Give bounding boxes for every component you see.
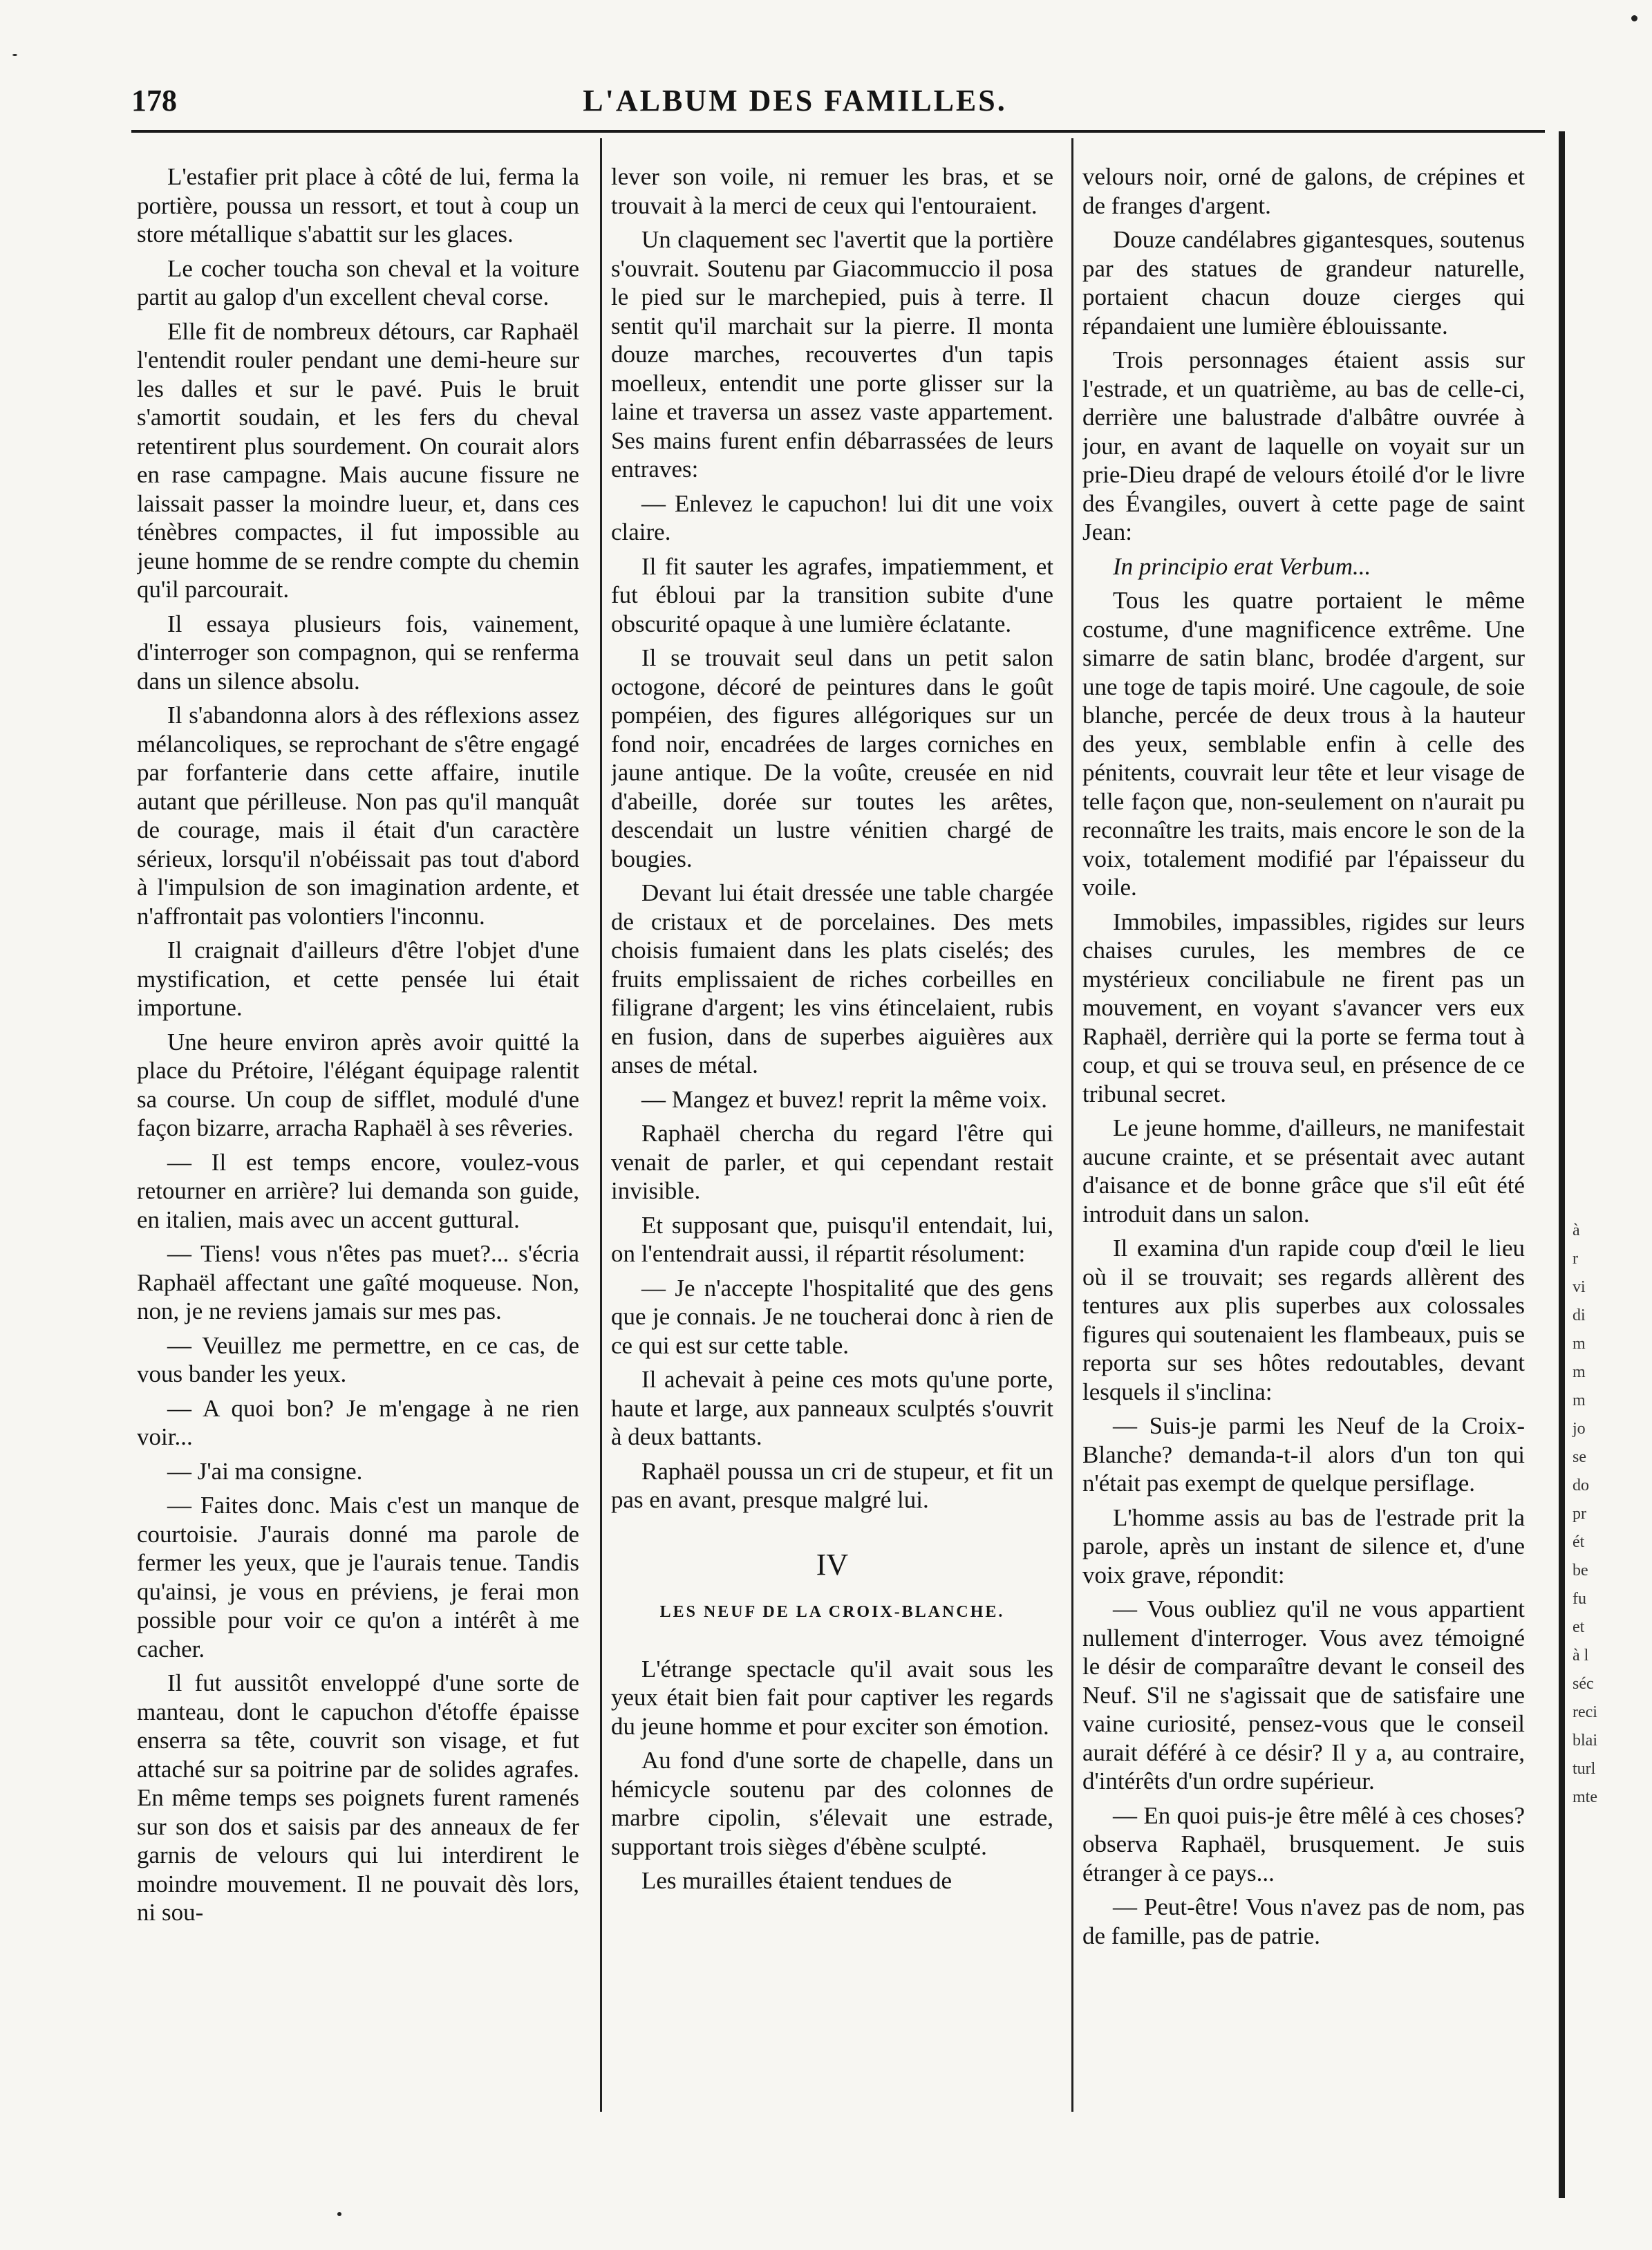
margin-fragment: m xyxy=(1573,1363,1586,1381)
chapter-title: LES NEUF DE LA CROIX-BLANCHE. xyxy=(659,1603,1005,1621)
paragraph: Il fut aussitôt enveloppé d'une sorte de manteau, dont le capuchon d'étoffe épaisse enserra sa tête, couvrit son visage, et fut attaché sur sa poitrine par de solides agrafes. En même temps ses poignets furent ramenés sur son dos et saisis par des anneaux de fer garnis de velours qui lui interdirent le moindre mouvement. Il ne pouvait dès lors, ni sou- xyxy=(137,1669,579,1926)
paragraph: Il fit sauter les agrafes, impatiemment, et fut ébloui par la transition subite d'une obscurité opaque à une lumière éclatante. xyxy=(611,552,1053,637)
paragraph: — A quoi bon? Je m'engage à ne rien voir... xyxy=(137,1394,579,1450)
margin-fragment: di xyxy=(1573,1306,1586,1324)
margin-fragment: jo xyxy=(1573,1420,1586,1438)
header-rule xyxy=(131,130,1545,133)
column-divider xyxy=(1071,138,1073,2112)
paragraph: L'étrange spectacle qu'il avait sous les yeux était bien fait pour captiver les regards du jeune homme et pour exciter son émotion. xyxy=(611,1655,1053,1740)
paragraph: — Faites donc. Mais c'est un manque de courtoisie. J'aurais donné ma parole de fermer les yeux, que je l'aurais tenue. Tandis qu'ainsi, je vous en préviens, je ferai mon possible pour voir ce qu'on a intérêt à me cacher. xyxy=(137,1492,579,1662)
margin-fragment: séc xyxy=(1573,1675,1594,1693)
column-divider xyxy=(600,138,602,2112)
ink-speck xyxy=(12,54,17,56)
paragraph: Il achevait à peine ces mots qu'une porte, haute et large, aux panneaux sculptés s'ouvrit à deux battants. xyxy=(611,1366,1053,1450)
margin-fragment: turl xyxy=(1573,1760,1596,1778)
paragraph: — Il est temps encore, voulez-vous retourner en arrière? lui demanda son guide, en italien, mais avec un accent guttural. xyxy=(137,1148,579,1233)
paragraph: — Veuillez me permettre, en ce cas, de vous bander les yeux. xyxy=(137,1331,579,1387)
paragraph: Trois personnages étaient assis sur l'estrade, et un quatrième, au bas de celle-ci, derrière une balustrade d'albâtre ouvrée à jour, en avant de laquelle on voyait sur un prie-Dieu drapé de velours étoilé d'or le livre des Évangiles, ouvert à cette page de saint Jean: xyxy=(1082,346,1525,545)
margin-fragment: reci xyxy=(1573,1703,1597,1721)
running-title: L'ALBUM DES FAMILLES. xyxy=(583,84,1007,118)
paragraph: Raphaël chercha du regard l'être qui venait de parler, et qui cependant restait invisible. xyxy=(611,1120,1053,1204)
margin-fragment: r xyxy=(1573,1250,1578,1268)
margin-fragment: et xyxy=(1573,1618,1585,1636)
paragraph: lever son voile, ni remuer les bras, et se trouvait à la merci de ceux qui l'entouraient. xyxy=(611,163,1053,219)
paragraph: — Enlevez le capuchon! lui dit une voix claire. xyxy=(611,489,1053,545)
paragraph: Elle fit de nombreux détours, car Raphaël l'entendit rouler pendant une demi-heure sur les dalles et sur le pavé. Puis le bruit s'amortit soudain, et les fers du cheval retentirent plus sourdement. On courait alors en rase campagne. Mais aucune fissure ne laissait passer la moindre lueur, et, dans ces ténèbres compactes, il fut impossible au jeune homme de se rendre compte du chemin qu'il parcourait. xyxy=(137,317,579,603)
paragraph: Il essaya plusieurs fois, vainement, d'interroger son compagnon, qui se renferma dans un silence absolu. xyxy=(137,610,579,695)
paragraph: Une heure environ après avoir quitté la place du Prétoire, l'élégant équipage ralentit sa course. Un coup de sifflet, modulé d'une façon bizarre, arracha Raphaël à ses rêveries. xyxy=(137,1028,579,1141)
margin-fragment: mte xyxy=(1573,1788,1597,1806)
margin-fragment: m xyxy=(1573,1335,1586,1353)
paragraph: — Peut-être! Vous n'avez pas de nom, pas de famille, pas de patrie. xyxy=(1082,1893,1525,1949)
paragraph: Il se trouvait seul dans un petit salon octogone, décoré de peintures dans le goût pompéien, des figures allégoriques sur un fond noir, encadrées de larges corniches en jaune antique. De la voûte, creusée en nid d'abeille, dorée sur toutes les arêtes, descendait un lustre vénitien chargé de bougies. xyxy=(611,644,1053,872)
latin-quotation: In principio erat Verbum... xyxy=(1113,552,1371,580)
chapter-number: IV xyxy=(816,1547,849,1582)
ink-speck xyxy=(1631,15,1637,21)
paragraph: velours noir, orné de galons, de crépines et de franges d'argent. xyxy=(1082,163,1525,219)
paragraph: Le cocher toucha son cheval et la voiture partit au galop d'un excellent cheval corse. xyxy=(137,254,579,310)
paragraph: Au fond d'une sorte de chapelle, dans un hémicycle soutenu par des colonnes de marbre cipolin, s'élevait une estrade, supportant trois sièges d'ébène sculpté. xyxy=(611,1747,1053,1860)
margin-fragment: do xyxy=(1573,1476,1589,1494)
running-header xyxy=(131,83,1458,131)
facing-page-fragments xyxy=(1573,1217,1649,2060)
paragraph: Il craignait d'ailleurs d'être l'objet d'une mystification, et cette pensée lui était importune. xyxy=(137,937,579,1021)
paragraph: Les murailles étaient tendues de xyxy=(641,1867,952,1894)
margin-fragment: vi xyxy=(1573,1278,1586,1296)
paragraph: Devant lui était dressée une table chargée de cristaux et de porcelaines. Des mets choisis fumaient dans les plats ciselés; des fruits emplissaient de riches corbeilles en filigrane d'argent; les vins étincelaient, rubis en fusion, dans de superbes aiguières aux anses de métal. xyxy=(611,879,1053,1078)
column-3 xyxy=(1082,162,1525,2119)
paragraph: Et supposant que, puisqu'il entendait, lui, on l'entendrait aussi, il répartit résolument: xyxy=(611,1211,1053,1267)
paragraph: L'estafier prit place à côté de lui, ferma la portière, poussa un ressort, et tout à coup un store métallique s'abattit sur les glaces. xyxy=(137,163,579,247)
paragraph: Douze candélabres gigantesques, soutenus par des statues de grandeur naturelle, portaient chacun douze cierges qui répandaient une lumière éblouissante. xyxy=(1082,226,1525,339)
page-edge-shadow xyxy=(1559,131,1565,2198)
paragraph: — Tiens! vous n'êtes pas muet?... s'écria Raphaël affectant une gaîté moqueuse. Non, non, je ne reviens jamais sur mes pas. xyxy=(137,1240,579,1324)
margin-fragment: pr xyxy=(1573,1505,1586,1523)
paragraph: — Mangez et buvez! reprit la même voix. xyxy=(641,1085,1048,1113)
margin-fragment: à l xyxy=(1573,1647,1589,1665)
paragraph: — J'ai ma consigne. xyxy=(167,1457,363,1485)
margin-fragment: ét xyxy=(1573,1533,1585,1551)
ink-speck xyxy=(337,2212,341,2216)
page-number: 178 xyxy=(131,84,177,118)
paragraph: — En quoi puis-je être mêlé à ces choses? observa Raphaël, brusquement. Je suis étranger à ce pays... xyxy=(1082,1801,1525,1886)
margin-fragment: m xyxy=(1573,1391,1586,1409)
margin-fragment: fu xyxy=(1573,1590,1586,1608)
paragraph: — Suis-je parmi les Neuf de la Croix-Blanche? demanda-t-il alors d'un ton qui n'était pas exempt de quelque persiflage. xyxy=(1082,1412,1525,1497)
paragraph: Un claquement sec l'avertit que la portière s'ouvrait. Soutenu par Giacommuccio il posa le pied sur le marchepied, puis à terre. Il sentit qu'il marchait sur la pierre. Il monta douze marches, recouvertes d'un tapis moelleux, entendit une porte glisser sur la laine et traversa un assez vaste appartement. Ses mains furent enfin débarrassées de leurs entraves: xyxy=(611,226,1053,482)
column-2 xyxy=(611,162,1053,2119)
paragraph: — Je n'accepte l'hospitalité que des gens que je connais. Je ne toucherai donc à rien de ce qui est sur cette table. xyxy=(611,1274,1053,1359)
margin-fragment: be xyxy=(1573,1562,1588,1579)
paragraph: Tous les quatre portaient le même costume, d'une magnificence extrême. Une simarre de satin blanc, brodée d'argent, sur une toge de tapis moiré. Une cagoule, de soie blanche, percée de deux trous à la hauteur des yeux, semblable enfin à celle des pénitents, couvrait leur tête et leur visage de telle façon que, non-seulement on n'aurait pu reconnaître les traits, mais encore le son de la voix, totalement modifié par l'épaisseur du voile. xyxy=(1082,587,1525,901)
paragraph: L'homme assis au bas de l'estrade prit la parole, après un instant de silence et, d'une voix grave, répondit: xyxy=(1082,1503,1525,1588)
margin-fragment: blai xyxy=(1573,1732,1597,1750)
paragraph: Raphaël poussa un cri de stupeur, et fit un pas en avant, presque malgré lui. xyxy=(611,1457,1053,1513)
paragraph: Il s'abandonna alors à des réflexions assez mélancoliques, se reprochant de s'être engagé par forfanterie dans cette affaire, inutile autant que périlleuse. Non pas qu'il manquât de courage, mais il était d'un caractère sérieux, lorsqu'il n'obéissait pas tout d'abord à l'impulsion de son imagination ardente, et n'affrontait pas volontiers l'inconnu. xyxy=(137,702,579,930)
margin-fragment: se xyxy=(1573,1448,1586,1466)
margin-fragment: à xyxy=(1573,1221,1580,1239)
column-1 xyxy=(137,162,579,2119)
paragraph: — Vous oubliez qu'il ne vous appartient nullement d'interroger. Vous avez témoigné le désir de comparaître devant le conseil des Neuf. S'il ne s'agissait que de satisfaire une vaine curiosité, pensez-vous que le conseil aurait déféré à ce désir? Il y a, au contraire, d'intérêts d'un ordre supérieur. xyxy=(1082,1595,1525,1794)
paragraph: Il examina d'un rapide coup d'œil le lieu où il se trouvait; ses regards allèrent des tentures aux plis superbes aux colossales figures qui soutenaient les flambeaux, puis se reporta sur ses hôtes redoutables, devant lesquels il s'inclina: xyxy=(1082,1235,1525,1405)
paragraph: Le jeune homme, d'ailleurs, ne manifestait aucune crainte, et se présentait avec autant d'aisance et de bonne grâce que s'il eût été introduit dans un salon. xyxy=(1082,1114,1525,1228)
paragraph: Immobiles, impassibles, rigides sur leurs chaises curules, les membres de ce mystérieux conciliabule ne firent pas un mouvement, en voyant s'avancer vers eux Raphaël, derrière qui la porte se ferma tout à coup, et qui se trouva seul, en présence de ce tribunal secret. xyxy=(1082,908,1525,1107)
